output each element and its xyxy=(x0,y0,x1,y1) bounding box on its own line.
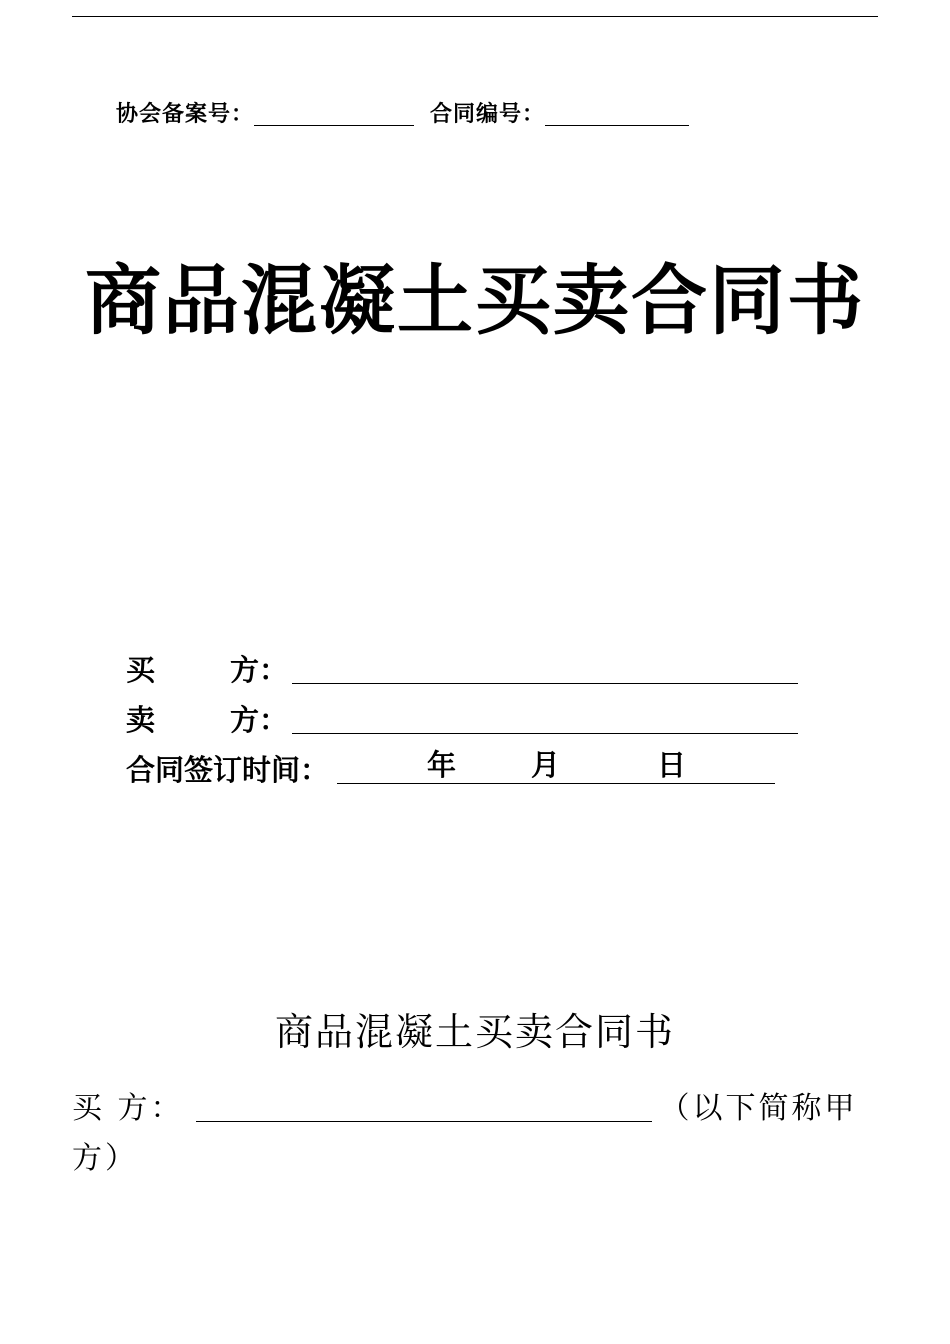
signing-date-label: 合同签订时间： xyxy=(126,753,330,787)
buyer-label: 买 方： xyxy=(126,653,289,687)
year-label: 年 xyxy=(427,748,457,782)
signing-date-field[interactable] xyxy=(337,743,775,784)
buyer-row xyxy=(126,640,816,690)
body-buyer-label: 买 方： xyxy=(72,1091,184,1126)
buyer-paragraph xyxy=(72,1084,882,1184)
seller-row xyxy=(126,690,816,740)
buyer-field[interactable] xyxy=(292,649,798,684)
party-block xyxy=(126,640,816,790)
seller-label: 卖 方： xyxy=(126,703,289,737)
body-buyer-suffix: （以下简称甲方） xyxy=(72,1091,858,1176)
page-title: 商品混凝土买卖合同书 xyxy=(85,256,865,345)
body-buyer-field[interactable] xyxy=(196,1091,652,1122)
signing-date-row xyxy=(126,740,816,790)
registration-row xyxy=(116,96,689,130)
seller-field[interactable] xyxy=(292,699,798,734)
top-rule xyxy=(72,16,878,17)
association-record-label: 协会备案号： xyxy=(116,102,255,127)
contract-number-field[interactable] xyxy=(545,101,689,126)
day-label: 日 xyxy=(657,748,687,782)
body-title: 商品混凝土买卖合同书 xyxy=(274,1010,675,1054)
contract-number-label: 合同编号： xyxy=(430,102,546,127)
month-label: 月 xyxy=(531,748,561,782)
association-record-field[interactable] xyxy=(254,101,414,126)
